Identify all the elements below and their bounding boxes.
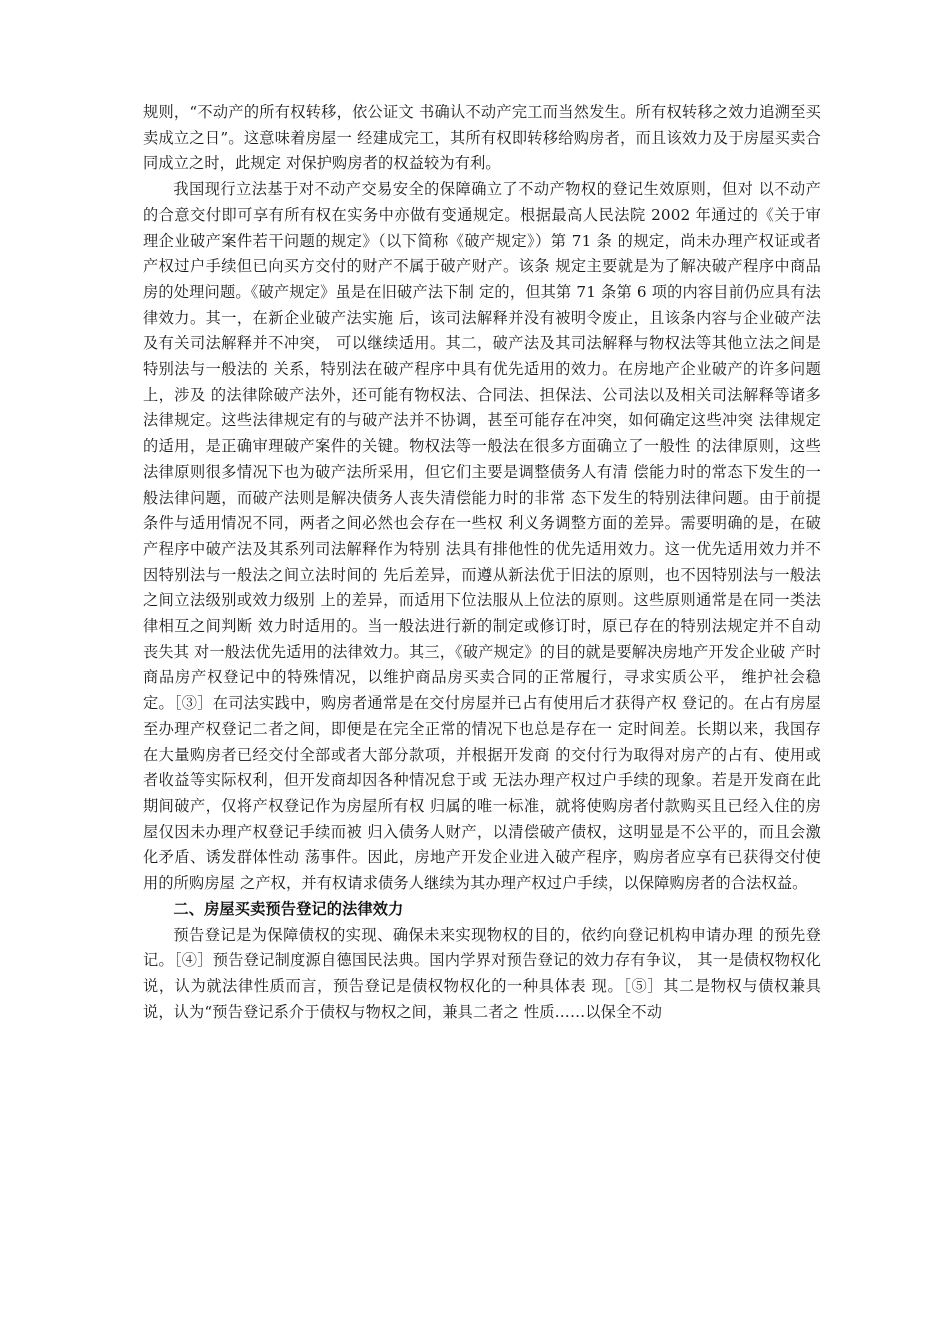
paragraph-2: 我国现行立法基于对不动产交易安全的保障确立了不动产物权的登记生效原则，但对 以不动产的合意交付即可享有所有权在实务中亦做有变通规定。根据最高人民法院 2002 年通过的《关于审理企业破产案件若干问题的规定》（以下简称《破产规定》）第 71 条 的规定，尚未办理产权证或者产权过户手续但已向买方交付的财产不属于破产财产。该条 规定主要就是为了解决破产程序中商品房的处理问题。《破产规定》虽是在旧破产法下制 定的，但其第 71 条第 6 项的内容目前仍应具有法律效力。其一，在新企业破产法实施 后，该司法解释并没有被明令废止，且该条内容与企业破产法及有关司法解释并不冲突， 可以继续适用。其二，破产法及其司法解释与物权法等其他立法之间是特别法与一般法的 关系，特别法在破产程序中具有优先适用的效力。在房地产企业破产的许多问题上，涉及 的法律除破产法外，还可能有物权法、合同法、担保法、公司法以及相关司法解释等诸多 法律规定。这些法律规定有的与破产法并不协调，甚至可能存在冲突，如何确定这些冲突 法律规定的适用，是正确审理破产案件的关键。物权法等一般法在很多方面确立了一般性 的法律原则，这些法律原则很多情况下也为破产法所采用，但它们主要是调整债务人有清 偿能力时的常态下发生的一般法律问题，而破产法则是解决债务人丧失清偿能力时的非常 态下发生的特别法律问题。由于前提条件与适用情况不同，两者之间必然也会存在一些权 利义务调整方面的差异。需要明确的是，在破产程序中破产法及其系列司法解释作为特别 法具有排他性的优先适用效力。这一优先适用效力并不因特别法与一般法之间立法时间的 先后差异，而遵从新法优于旧法的原则，也不因特别法与一般法之间立法级别或效力级别 上的差异，而适用下位法服从上位法的原则。这些原则通常是在同一类法律相互之间判断 效力时适用的。当一般法进行新的制定或修订时，原已存在的特别法规定并不自动丧失其 对一般法优先适用的法律效力。其三，《破产规定》的目的就是要解决房地产开发企业破 产时商品房产权登记中的特殊情况，以维护商品房买卖合同的正常履行，寻求实质公平， 维护社会稳定。［③］在司法实践中，购房者通常是在交付房屋并已占有使用后才获得产权 登记的。在占有房屋至办理产权登记二者之间，即便是在完全正常的情况下也总是存在一 定时间差。长期以来，我国存在大量购房者已经交付全部或者大部分款项，并根据开发商 的交付行为取得对房产的占有、使用或者收益等实际权利，但开发商却因各种情况怠于或 无法办理产权过户手续的现象。若是开发商在此期间破产，仅将产权登记作为房屋所有权 归属的唯一标准，就将使购房者付款购买且已经入住的房屋仅因未办理产权登记手续而被 归入债务人财产，以清偿破产债权，这明显是不公平的，而且会激化矛盾、诱发群体性动 荡事件。因此，房地产开发企业进入破产程序，购房者应享有已获得交付使用的所购房屋 之产权，并有权请求债务人继续为其办理产权过户手续，以保障购房者的合法权益。 [143,180,821,893]
paragraph-3: 预告登记是为保障债权的实现、确保未来实现物权的目的，依约向登记机构申请办理 的预先登记。［④］预告登记制度源自德国民法典。国内学界对预告登记的效力存有争议， 其一是债权物权化说，认为就法律性质而言，预告登记是债权物权化的一种具体表 现。［⑤］其二是物权与债权兼具说，认为“预告登记系介于债权与物权之间，兼具二者之 性质……以保全不动 [143,925,821,1021]
document-body [143,100,821,1025]
section-heading: 二、房屋买卖预告登记的法律效力 [173,899,404,918]
paragraph-1: 规则，“不动产的所有权转移，依公证文 书确认不动产完工而当然发生。所有权转移之效力追溯至买卖成立之日”。这意味着房屋一 经建成完工，其所有权即转移给购房者，而且该效力及于房屋买卖合同成立之时，此规定 对保护购房者的权益较为有利。 [143,103,821,173]
